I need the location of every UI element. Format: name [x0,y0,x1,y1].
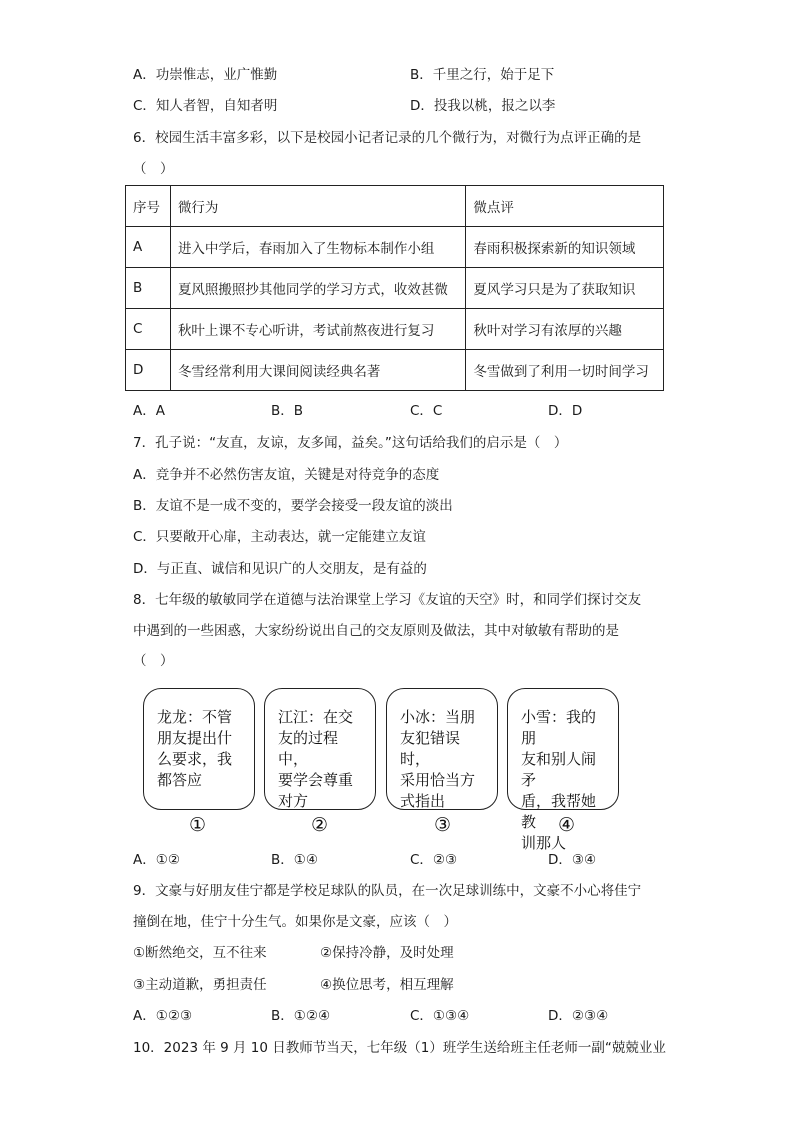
table-cell: A [126,227,171,268]
q8-option-a: A．①② [133,852,180,868]
q6-stem: 6．校园生活丰富多彩，以下是校园小记者记录的几个微行为，对微行为点评正确的是 [133,130,642,146]
q6-stem-paren: （ ） [133,161,174,177]
bubble-label-1: ① [189,814,207,836]
table-cell: 夏风学习只是为了获取知识 [466,268,664,309]
q8-option-d: D．③④ [548,852,597,868]
q5-option-d: D．投我以桃，报之以李 [410,98,556,114]
bubble-label-4: ④ [558,814,576,836]
table-header-cell: 微行为 [170,186,465,227]
table-cell: 进入中学后，春雨加入了生物标本制作小组 [170,227,465,268]
table-row [126,227,664,268]
table-cell: D [126,350,171,391]
table-header-cell: 序号 [126,186,171,227]
bubble-label-2: ② [311,814,329,836]
speech-bubble-jiangjiang: 江江：在交 友的过程中， 要学会尊重 对方 [264,688,376,810]
bubble-label-3: ③ [434,814,452,836]
speech-bubble-xiaobing: 小冰：当朋 友犯错误时， 采用恰当方 式指出 [386,688,498,810]
q6-option-d: D．D [548,403,583,419]
table-cell: C [126,309,171,350]
q9-option-d: D．②③④ [548,1008,609,1024]
q9-option-c: C．①③④ [410,1008,470,1024]
q7-option-b: B．友谊不是一成不变的，要学会接受一段友谊的淡出 [133,498,453,514]
q9-option-b: B．①②④ [271,1008,331,1024]
q5-option-b: B．千里之行，始于足下 [410,67,555,83]
table-cell: 秋叶上课不专心听讲，考试前熬夜进行复习 [170,309,465,350]
table-cell: 冬雪经常利用大课间阅读经典名著 [170,350,465,391]
q9-item-3: ③主动道歉，勇担责任 [133,977,267,993]
q5-option-c: C．知人者智，自知者明 [133,98,278,114]
q6-option-a: A．A [133,403,165,419]
table-row [126,309,664,350]
q6-option-b: B．B [271,403,304,419]
q6-table [125,185,664,391]
q8-stem-line1: 8．七年级的敏敏同学在道德与法治课堂上学习《友谊的天空》时，和同学们探讨交友 [133,592,642,608]
q9-stem-line1: 9．文豪与好朋友佳宁都是学校足球队的队员，在一次足球训练中，文豪不小心将佳宁 [133,883,642,899]
speech-bubble-xiaoxue: 小雪：我的朋 友和别人闹矛 盾，我帮她教 训那人 [507,688,619,810]
table-header-cell: 微点评 [466,186,664,227]
q8-stem-line2: 中遇到的一些困惑，大家纷纷说出自己的交友原则及做法，其中对敏敏有帮助的是 [133,623,619,639]
q9-item-4: ④换位思考，相互理解 [320,977,454,993]
q8-option-c: C．②③ [410,852,458,868]
table-row [126,350,664,391]
speech-bubble-longlong: 龙龙：不管 朋友提出什 么要求，我 都答应 [143,688,255,810]
q8-stem-paren: （ ） [133,653,174,669]
q9-item-1: ①断然绝交，互不往来 [133,945,267,961]
table-cell: 冬雪做到了利用一切时间学习 [466,350,664,391]
table-row [126,268,664,309]
table-cell: 春雨积极探索新的知识领域 [466,227,664,268]
q10-stem-line1: 10．2023 年 9 月 10 日教师节当天，七年级（1）班学生送给班主任老师一副“兢兢业业 [133,1040,666,1056]
q7-option-a: A．竞争并不必然伤害友谊，关键是对待竞争的态度 [133,467,440,483]
q7-stem: 7．孔子说：“友直，友谅，友多闻，益矣。”这句话给我们的启示是（ ） [133,435,568,451]
table-header-row [126,186,664,227]
q9-option-a: A．①②③ [133,1008,193,1024]
q9-stem-line2: 撞倒在地，佳宁十分生气。如果你是文豪，应该（ ） [133,914,457,930]
q5-option-a: A．功崇惟志，业广惟勤 [133,67,278,83]
q9-item-2: ②保持冷静，及时处理 [320,945,454,961]
table-cell: 秋叶对学习有浓厚的兴趣 [466,309,664,350]
q7-option-c: C．只要敞开心扉，主动表达，就一定能建立友谊 [133,529,426,545]
q8-option-b: B．①④ [271,852,318,868]
table-cell: 夏风照搬照抄其他同学的学习方式，收效甚微 [170,268,465,309]
q7-option-d: D．与正直、诚信和见识广的人交朋友，是有益的 [133,561,427,577]
table-cell: B [126,268,171,309]
q6-option-c: C．C [410,403,443,419]
